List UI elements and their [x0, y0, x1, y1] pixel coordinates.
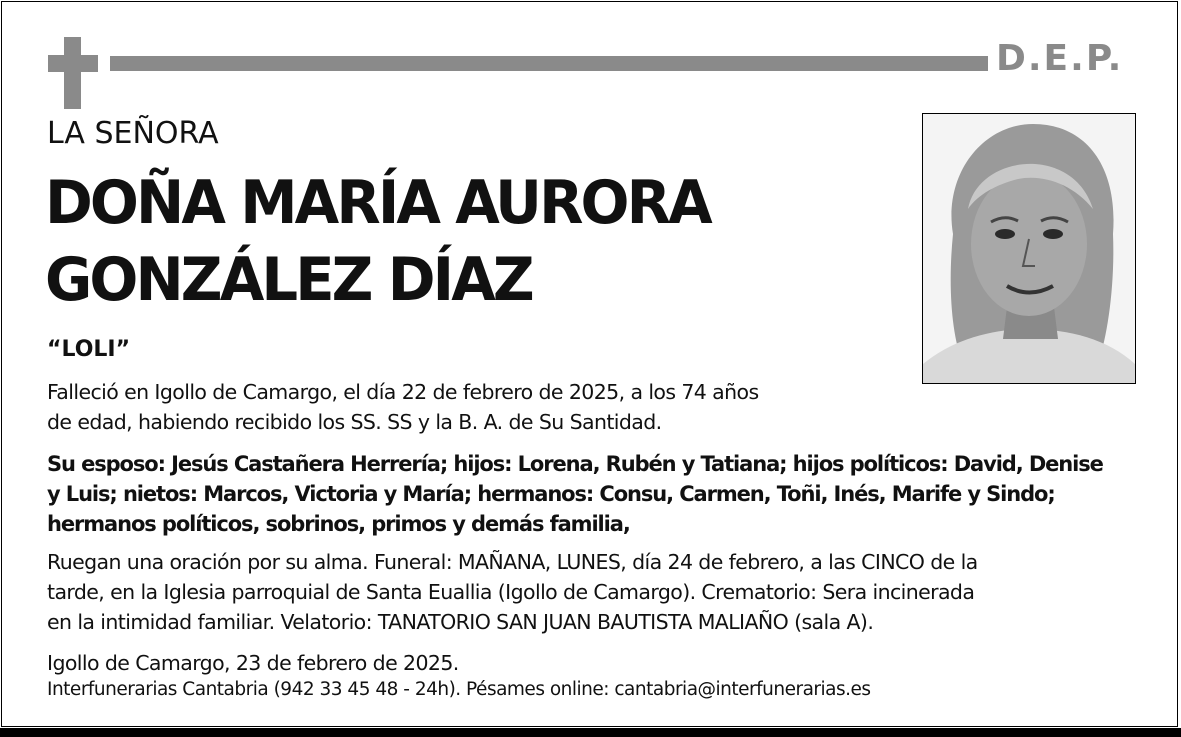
death-notice-paragraph: [47, 377, 759, 437]
dep-heading: D.E.P.: [996, 38, 1124, 79]
portrait-illustration: [923, 114, 1135, 383]
text-line: Falleció en Igollo de Camargo, el día 22 de febrero de 2025, a los 74 años: [47, 380, 759, 404]
portrait-photo: [922, 113, 1136, 384]
family-paragraph: [47, 449, 1103, 539]
text-line: de edad, habiendo recibido los SS. SS y la B. A. de Su Santidad.: [47, 410, 662, 434]
text-line: hermanos políticos, sobrinos, primos y demás familia,: [47, 512, 630, 536]
funeral-paragraph: [47, 547, 978, 637]
title-label: LA SEÑORA: [47, 116, 219, 151]
place-date: Igollo de Camargo, 23 de febrero de 2025.: [47, 651, 459, 675]
text-line: tarde, en la Iglesia parroquial de Santa Euallia (Igollo de Camargo). Crematorio: Sera incinerada: [47, 580, 975, 604]
deceased-name-line1: DOÑA MARÍA AURORA: [45, 168, 710, 238]
bottom-bar: [0, 728, 1181, 737]
nickname: “LOLI”: [47, 337, 131, 362]
text-line: en la intimidad familiar. Velatorio: TANATORIO SAN JUAN BAUTISTA MALIAÑO (sala A).: [47, 610, 874, 634]
text-line: Su esposo: Jesús Castañera Herrería; hijos: Lorena, Rubén y Tatiana; hijos políticos: David, Denise: [47, 452, 1103, 476]
header-rule: [110, 56, 988, 71]
text-line: y Luis; nietos: Marcos, Victoria y María; hermanos: Consu, Carmen, Toñi, Inés, Marife y Sindo;: [47, 482, 1055, 506]
deceased-name-line2: GONZÁLEZ DÍAZ: [45, 245, 532, 315]
footer-contact: Interfunerarias Cantabria (942 33 45 48 - 24h). Pésames online: cantabria@interfunerarias.es: [47, 679, 871, 700]
cross-icon-arm: [48, 55, 98, 72]
text-line: Ruegan una oración por su alma. Funeral: MAÑANA, LUNES, día 24 de febrero, a las CINCO de la: [47, 550, 978, 574]
cross-icon: [64, 37, 81, 109]
